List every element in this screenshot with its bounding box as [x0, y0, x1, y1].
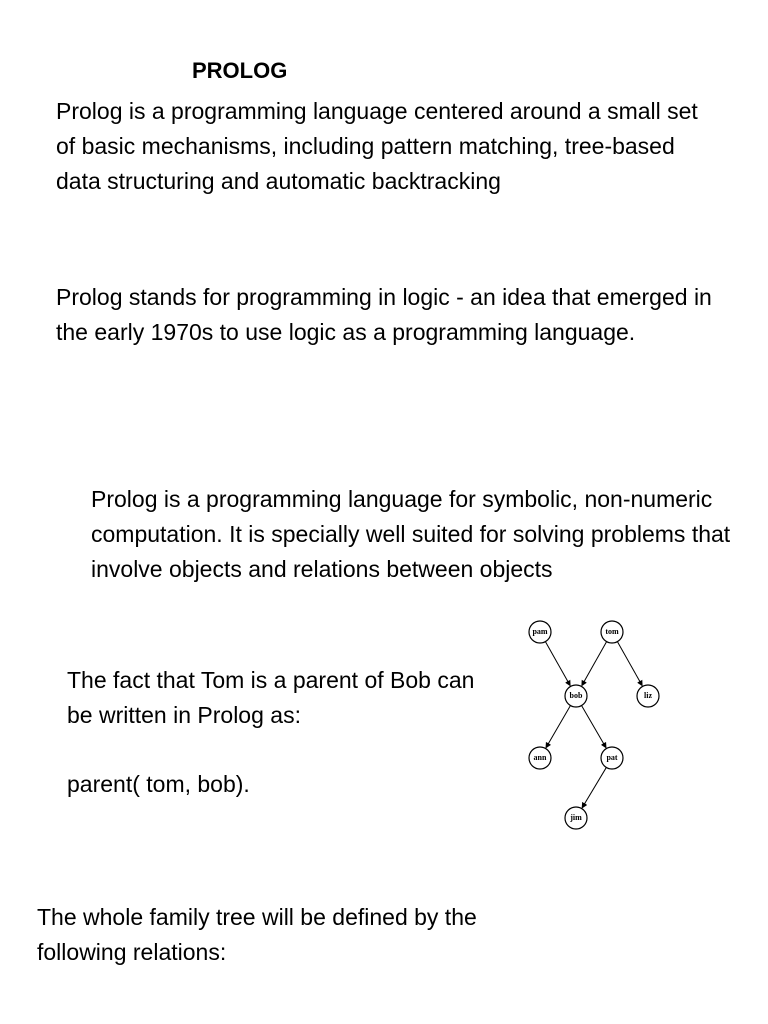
node-ann: [529, 747, 551, 769]
node-label-tom: tom: [605, 626, 619, 636]
intro-paragraph: Prolog is a programming language centered around a small set of basic mechanisms, including pattern matching, tree-based data structuring and automatic backtracking: [56, 98, 698, 194]
prolog-code-example: parent( tom, bob).: [67, 771, 250, 797]
node-label-pat: pat: [606, 752, 618, 762]
family-tree-paragraph: The whole family tree will be defined by the following relations:: [37, 904, 477, 965]
page-title: PROLOG: [192, 58, 288, 83]
edge-pat-jim: [582, 767, 606, 807]
parent-fact-paragraph: The fact that Tom is a parent of Bob can be written in Prolog as:: [67, 667, 475, 728]
node-liz: [637, 685, 659, 707]
stands-for-paragraph: Prolog stands for programming in logic - an idea that emerged in the early 1970s to use logic as a programming language.: [56, 284, 712, 345]
family-tree-diagram: [500, 610, 700, 830]
node-jim: [565, 807, 587, 829]
node-pam: [529, 621, 551, 643]
node-label-liz: liz: [644, 690, 652, 700]
node-tom: [601, 621, 623, 643]
tree-edges: [545, 642, 642, 808]
edge-tom-liz: [617, 642, 642, 686]
edge-bob-ann: [546, 706, 570, 748]
node-label-ann: ann: [533, 752, 547, 762]
edge-tom-bob: [582, 642, 607, 686]
edge-pam-bob: [545, 642, 570, 686]
symbolic-computation-paragraph: Prolog is a programming language for symbolic, non-numeric computation. It is specially well suited for solving problems that involve objects and relations between objects: [91, 486, 731, 582]
node-label-pam: pam: [532, 626, 548, 636]
node-pat: [601, 747, 623, 769]
node-label-jim: jim: [570, 812, 582, 822]
node-label-bob: bob: [569, 690, 583, 700]
edge-bob-pat: [582, 706, 606, 748]
node-bob: [565, 685, 587, 707]
